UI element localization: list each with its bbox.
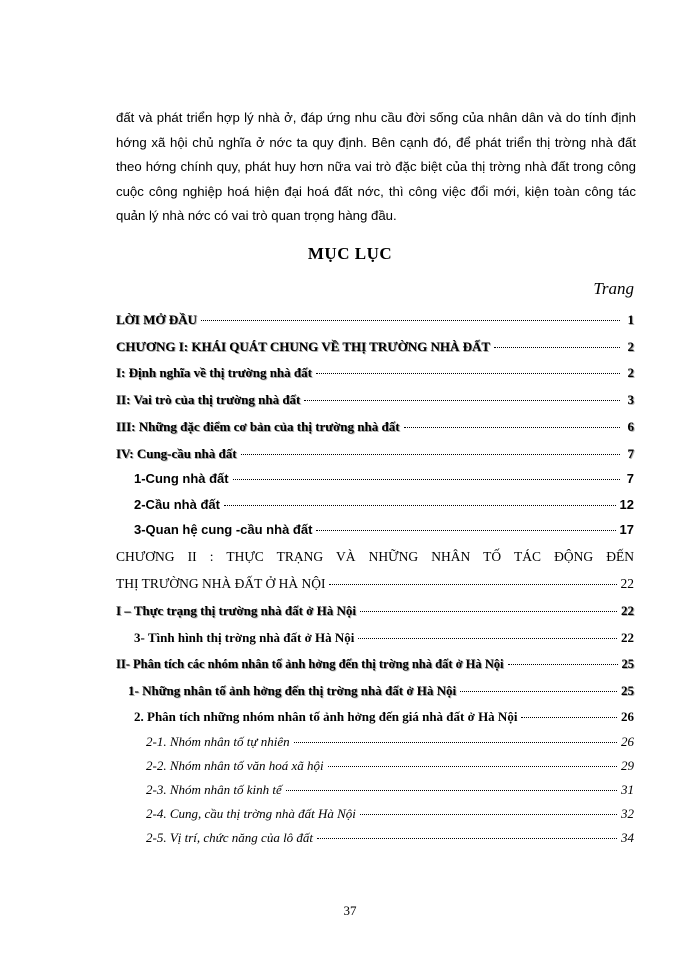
toc-entry-page: 7 [627, 446, 634, 461]
toc-entry-page: 3 [627, 392, 634, 407]
toc-entry-page: 26 [621, 709, 634, 724]
toc-entry-page: 22 [620, 576, 634, 591]
toc-entry [116, 603, 634, 619]
toc-entry-page: 22 [621, 630, 634, 645]
dot-leader [317, 838, 617, 839]
toc-entry-text: 3-Quan hệ cung -cầu nhà đất [134, 522, 313, 537]
toc-entry [116, 657, 634, 672]
toc-entry-page: 17 [619, 522, 634, 537]
toc-entry-text: 1- Những nhân tố ảnh hởng đến thị trờng nhà đất ở Hà Nội [128, 683, 457, 698]
toc-entry [116, 392, 634, 408]
toc-entry [146, 734, 634, 750]
toc-entry-page: 34 [621, 830, 634, 845]
dot-leader [328, 766, 617, 767]
toc-entry [134, 709, 634, 725]
dot-leader [241, 454, 620, 455]
toc-entry-text: 2-Cầu nhà đất [134, 497, 220, 512]
dot-leader [521, 717, 617, 718]
dot-leader [224, 505, 616, 506]
toc-entry [134, 522, 634, 537]
toc-entry-page: 25 [621, 683, 634, 698]
dot-leader [460, 691, 617, 692]
toc-entry [128, 683, 634, 699]
toc-title: MỤC LỤC [307, 244, 393, 263]
toc-entry [116, 312, 634, 328]
dot-leader [508, 664, 618, 665]
toc-entry-page: 6 [627, 419, 634, 434]
dot-leader [286, 790, 617, 791]
toc-entry-page: 25 [621, 657, 634, 671]
toc-entry-page: 29 [621, 758, 634, 773]
toc-entry-text: IV: Cung-cầu nhà đất [116, 446, 237, 461]
dot-leader [294, 742, 617, 743]
toc-entry-text: I – Thực trạng thị trường nhà đất ở Hà Nội [116, 603, 356, 618]
toc-entry-page: 26 [621, 734, 634, 749]
toc-entry-text: 2-2. Nhóm nhân tố văn hoá xã hội [146, 758, 324, 773]
toc-entry-text: 2. Phân tích những nhóm nhân tố ảnh hởng đến giá nhà đất ở Hà Nội [134, 709, 518, 724]
toc-entry-text: LỜI MỞ ĐẦU [116, 312, 197, 327]
toc-entry [116, 365, 634, 381]
toc-entry [146, 782, 634, 798]
dot-leader [404, 427, 620, 428]
toc-entry [134, 497, 634, 512]
toc-entry [116, 446, 634, 462]
toc-entry-text: 2-4. Cung, cầu thị trờng nhà đất Hà Nội [146, 806, 356, 821]
toc-entry-text: II- Phân tích các nhóm nhân tố ảnh hởng đến thị trờng nhà đất ở Hà Nội [116, 657, 504, 671]
toc-entry-text: 2-3. Nhóm nhân tố kinh tế [146, 782, 282, 797]
toc-entry-text: III: Những đặc điểm cơ bản của thị trường nhà đất [116, 419, 400, 434]
toc-entry [146, 758, 634, 774]
dot-leader [360, 611, 617, 612]
toc-entry-text: 2-5. Vị trí, chức năng của lô đất [146, 830, 314, 845]
toc-entry-page: 7 [626, 471, 634, 486]
dot-leader [316, 373, 620, 374]
intro-paragraph: đất và phát triển hợp lý nhà ở, đáp ứng nhu cầu đời sống của nhân dân và do tính định hớng xã hội chủ nghĩa ở nớc ta quy định. Bên cạnh đó, để phát triển thị trờng nhà đất theo hớng chính quy, phát huy hơn nữa vai trò đặc biệt của thị trờng nhà đất trong công cuộc công nghiệp hoá hiện đại hoá đất nớc, thì công việc đổi mới, kiện toàn công tác quản lý nhà nớc có vai trò quan trọng hàng đầu. [116, 110, 636, 223]
toc-entry [146, 830, 634, 846]
toc-entry-page: 32 [621, 806, 634, 821]
toc-entry-page: 2 [627, 339, 634, 354]
dot-leader [329, 584, 616, 585]
toc-entry [116, 576, 634, 592]
toc-entry-page: 12 [619, 497, 634, 512]
toc-entry [134, 471, 634, 486]
toc-entry-page: 2 [627, 365, 634, 380]
dot-leader [360, 814, 617, 815]
toc-entry [134, 630, 634, 646]
toc-entry-page: 31 [621, 782, 634, 797]
toc-entry [116, 339, 634, 355]
dot-leader [233, 479, 620, 480]
toc-entry-page: 1 [627, 312, 634, 327]
toc-entry [116, 419, 634, 435]
toc-entry-text: 2-1. Nhóm nhân tố tự nhiên [146, 734, 290, 749]
dot-leader [201, 320, 620, 321]
chapter2-heading: CHƯƠNG II : THỰC TRẠNG VÀ NHỮNG NHÂN TỐ TÁC ĐỘNG ĐẾN [116, 549, 634, 564]
dot-leader [358, 638, 617, 639]
dot-leader [304, 400, 620, 401]
toc-entry-text: I: Định nghĩa về thị trường nhà đất [116, 365, 312, 380]
dot-leader [494, 347, 620, 348]
toc-entry [146, 806, 634, 822]
toc-entry-text: II: Vai trò của thị trường nhà đất [116, 392, 301, 407]
toc-entry-text: THỊ TRƯỜNG NHÀ ĐẤT Ở HÀ NỘI [116, 576, 326, 591]
toc-entry-text: 1-Cung nhà đất [134, 471, 229, 486]
page-column-header: Trang [593, 279, 634, 298]
page-number: 37 [343, 903, 357, 918]
dot-leader [316, 530, 615, 531]
toc-entry-text: 3- Tình hình thị trờng nhà đất ở Hà Nội [134, 630, 355, 645]
toc-entry-text: CHƯƠNG I: KHÁI QUÁT CHUNG VỀ THỊ TRƯỜNG NHÀ ĐẤT [116, 339, 491, 354]
toc-entry-page: 22 [621, 603, 634, 618]
